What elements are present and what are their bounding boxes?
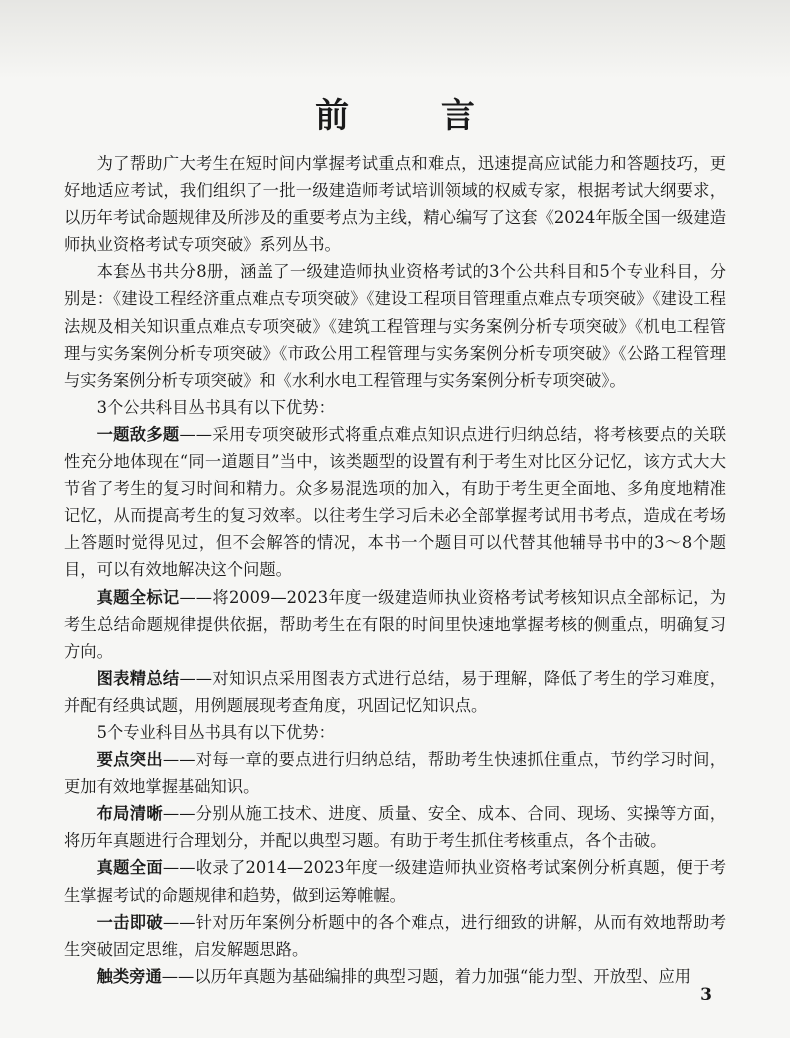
paragraph-12: 触类旁通——以历年真题为基础编排的典型习题，着力加强“能力型、开放型、应用 [96,966,692,986]
paragraph-lead: 触类旁通 [96,966,162,986]
paragraph-11: 一击即破——针对历年案例分析题中的各个难点，进行细致的讲解，从而有效地帮助考生突破固定思维，启发解题思路。 [64,912,726,959]
paragraph-5: 真题全标记——将2009—2023年度一级建造师执业资格考试考核知识点全部标记，为考生总结命题规律提供依据，帮助考生在有限的时间里快速地掌握考核的侧重点，明确复习方向。 [64,587,726,661]
scan-shadow [0,0,790,80]
paragraph-2: 本套丛书共分8册，涵盖了一级建造师执业资格考试的3个公共科目和5个专业科目，分别是：《建设工程经济重点难点专项突破》《建设工程项目管理重点难点专项突破》《建设工程法规及相关知识重点难点专项突破》《建筑工程管理与实务案例分析专项突破》《机电工程管理与实务案例分析专项突破》《市政公用工程管理与实务案例分析专项突破》《公路工程管理与实务案例分析专项突破》和《水利水电工程管理与实务案例分析专项突破》。 [64,262,726,390]
page-number: 3 [700,985,712,1005]
paragraph-lead: 布局清晰 [96,804,163,824]
paragraph-1: 为了帮助广大考生在短时间内掌握考试重点和难点，迅速提高应试能力和答题技巧，更好地适应考试，我们组织了一批一级建造师考试培训领域的权威专家，根据考试大纲要求，以历年考试命题规律及所涉及的重要考点为主线，精心编写了这套《2024年版全国一级建造师执业资格考试专项突破》系列丛书。 [64,154,726,255]
paragraph-lead: 要点突出 [96,750,163,770]
paragraph-7: 5个专业科目丛书具有以下优势： [96,722,335,742]
paragraph-lead: 一题敌多题 [96,424,180,444]
paragraph-lead: 图表精总结 [96,668,180,688]
paragraph-10: 真题全面——收录了2014—2023年度一级建造师执业资格考试案例分析真题，便于考生掌握考试的命题规律和趋势，做到运筹帷幄。 [64,858,726,905]
paragraph-8: 要点突出——对每一章的要点进行归纳总结，帮助考生快速抓住重点，节约学习时间，更加有效地掌握基础知识。 [64,750,726,797]
paragraph-lead: 一击即破 [96,912,163,932]
paragraph-3: 3个公共科目丛书具有以下优势： [96,397,335,417]
paragraph-4: 一题敌多题——采用专项突破形式将重点难点知识点进行归纳总结，将考核要点的关联性充分地体现在“同一道题目”当中，该类题型的设置有利于考生对比区分记忆，该方式大大节省了考生的复习时间和精力。众多易混选项的加入，有助于考生更全面地、多角度地精准记忆，从而提高考生的复习效率。以往考生学习后未必全部掌握考试用书考点，造成在考场上答题时觉得见过，但不会解答的情况，本书一个题目可以代替其他辅导书中的3～8个题目，可以有效地解决这个问题。 [64,424,726,580]
preface-body [64,150,726,990]
paragraph-lead: 真题全标记 [96,587,180,607]
paragraph-lead: 真题全面 [96,858,163,878]
paragraph-6: 图表精总结——对知识点采用图表方式进行总结，易于理解，降低了考生的学习难度，并配有经典试题，用例题展现考查角度，巩固记忆知识点。 [64,668,726,715]
paragraph-9: 布局清晰——分别从施工技术、进度、质量、安全、成本、合同、现场、实操等方面，将历年真题进行合理划分，并配以典型习题。有助于考生抓住考核重点，各个击破。 [64,804,726,851]
page-title: 前 言 [315,96,515,136]
